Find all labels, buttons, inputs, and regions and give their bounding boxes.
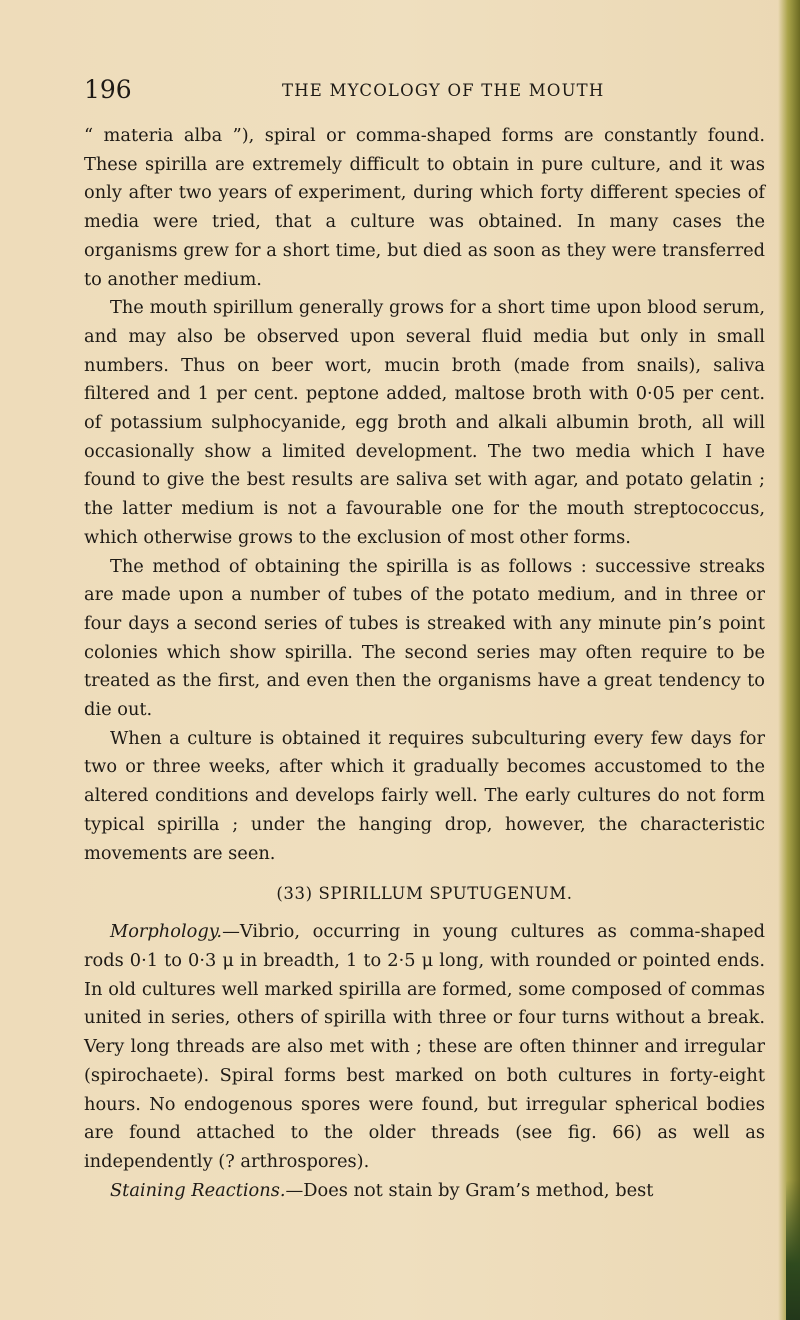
paragraph: When a culture is obtained it requires subculturing every few days for two or three weeks, after which it gradually becomes accustomed to the altered conditions and develops fairly well. The early cultures do not form typical spirilla ; under the hanging drop, however, the characteristic movements are seen. bbox=[84, 727, 765, 864]
page-header bbox=[84, 76, 780, 106]
staining-text: —Does not stain by Gram’s method, best bbox=[285, 1179, 654, 1201]
section-heading: (33) SPIRILLUM SPUTUGENUM. bbox=[276, 884, 573, 904]
morphology-paragraph bbox=[84, 918, 765, 1176]
morphology-label: Morphology. bbox=[110, 921, 223, 943]
paragraph-continued: “ materia alba ”), spiral or comma-shaped forms are constantly found. These spirilla are extremely difficult to obtain in pure culture, and it was only after two years of experiment, during which forty different species of media were tried, that a culture was obtained. In many cases the organisms grew for a short time, but died as soon as they were transferred to another medium. bbox=[84, 125, 765, 290]
staining-label: Staining Reactions. bbox=[110, 1179, 286, 1201]
page-edge bbox=[778, 0, 800, 1320]
staining-paragraph bbox=[84, 1177, 765, 1206]
running-title: THE MYCOLOGY OF THE MOUTH bbox=[282, 81, 605, 100]
page-body bbox=[84, 122, 765, 1205]
page-edge-shadow bbox=[786, 1180, 800, 1320]
paragraph: The method of obtaining the spirilla is as follows : successive streaks are made upon a number of tubes of the potato medium, and in three or four days a second series of tubes is streaked with any minute pin’s point colonies which show spirilla. The second series may often require to be treated as the first, and even then the organisms have a great tendency to die out. bbox=[84, 555, 765, 721]
page-number: 196 bbox=[84, 75, 132, 104]
morphology-text: —Vibrio, occurring in young cultures as comma-shaped rods 0·1 to 0·3 μ in breadth, 1 to 2·5 μ long, with rounded or pointed ends. In old cultures well marked spirilla are formed, some composed of commas united in series, others of spirilla with three or four turns without a break. Very long threads are also met with ; these are often thinner and irregular (spirochaete). Spiral forms best marked on both cultures in forty-eight hours. No endogenous spores were found, but irregular spherical bodies are found attached to the older threads (see fig. 66) as well as independently (? arthrospores). bbox=[84, 921, 765, 1172]
paragraph: The mouth spirillum generally grows for a short time upon blood serum, and may also be observed upon several fluid media but only in small numbers. Thus on beer wort, mucin broth (made from snails), saliva filtered and 1 per cent. peptone added, maltose broth with 0·05 per cent. of potassium sulphocyanide, egg broth and alkali albumin broth, all will occasionally show a limited development. The two media which I have found to give the best results are saliva set with agar, and potato gelatin ; the latter medium is not a favourable one for the mouth streptococcus, which otherwise grows to the exclusion of most other forms. bbox=[84, 297, 765, 548]
